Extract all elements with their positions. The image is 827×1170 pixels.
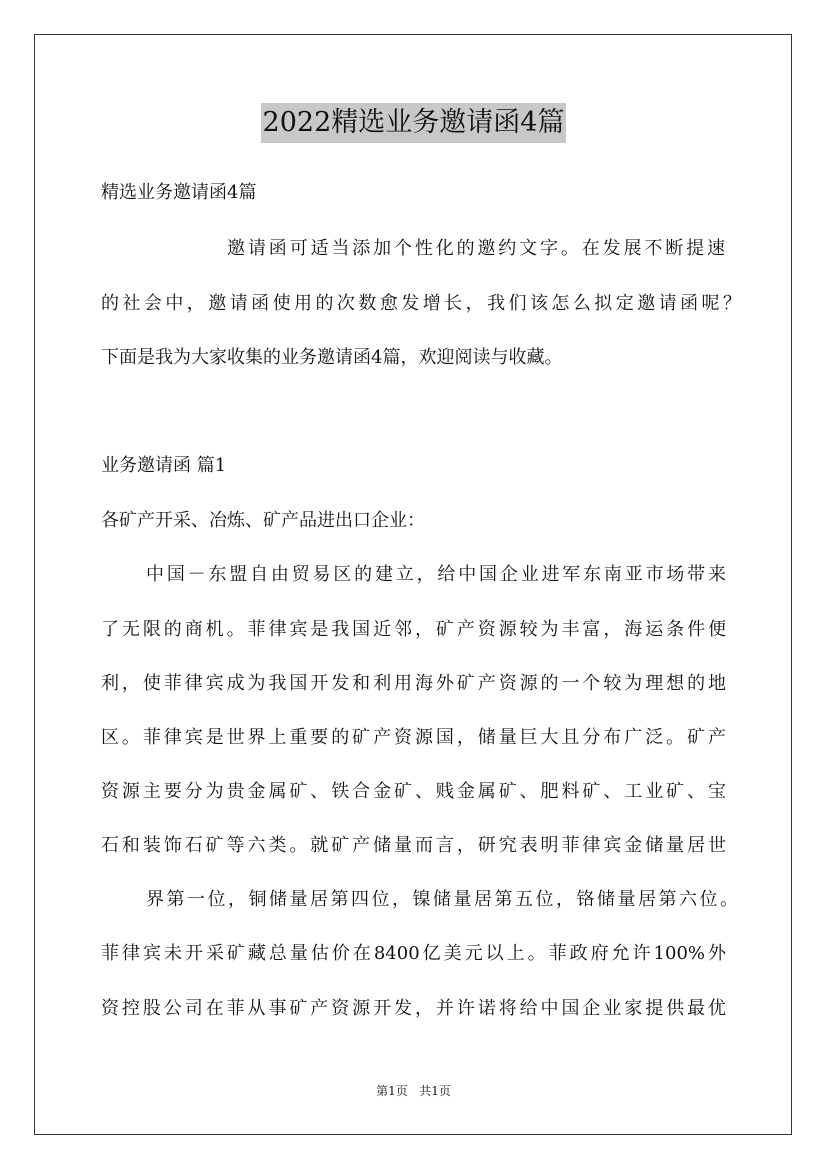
title-container bbox=[0, 103, 827, 143]
body-line-1: 中国－东盟自由贸易区的建立，给中国企业进军东南亚市场带来 bbox=[146, 564, 726, 585]
body-line-7: 界第一位，铜储量居第四位，镍储量居第五位，铬储量居第六位。 bbox=[146, 889, 738, 910]
page-footer bbox=[0, 1083, 827, 1099]
body-line-4: 区。菲律宾是世界上重要的矿产资源国，储量巨大且分布广泛。矿产 bbox=[101, 727, 726, 748]
document-title: 2022精选业务邀请函4篇 bbox=[261, 103, 567, 143]
section-heading: 业务邀请函 篇1 bbox=[101, 455, 227, 476]
intro-line-1: 邀请函可适当添加个性化的邀约文字。在发展不断提速 bbox=[227, 238, 725, 259]
body-line-6: 石和装饰石矿等六类。就矿产储量而言，研究表明菲律宾金储量居世 bbox=[101, 835, 726, 856]
salutation: 各矿产开采、冶炼、矿产品进出口企业： bbox=[101, 510, 425, 531]
document-subtitle: 精选业务邀请函4篇 bbox=[101, 182, 257, 203]
intro-line-2: 的社会中，邀请函使用的次数愈发增长，我们该怎么拟定邀请函呢？ bbox=[101, 293, 741, 314]
page-number: 第1页 bbox=[376, 1084, 408, 1098]
body-line-5: 资源主要分为贵金属矿、铁合金矿、贱金属矿、肥料矿、工业矿、宝 bbox=[101, 781, 726, 802]
body-line-8: 菲律宾未开采矿藏总量估价在8400亿美元以上。菲政府允许100%外 bbox=[101, 943, 726, 964]
intro-line-3: 下面是我为大家收集的业务邀请函4篇，欢迎阅读与收藏。 bbox=[101, 347, 563, 368]
body-line-2: 了无限的商机。菲律宾是我国近邻，矿产资源较为丰富，海运条件便 bbox=[101, 619, 726, 640]
body-line-3: 利，使菲律宾成为我国开发和利用海外矿产资源的一个较为理想的地 bbox=[101, 673, 726, 694]
body-line-9: 资控股公司在菲从事矿产资源开发，并许诺将给中国企业家提供最优 bbox=[101, 998, 726, 1019]
page-total: 共1页 bbox=[419, 1084, 451, 1098]
